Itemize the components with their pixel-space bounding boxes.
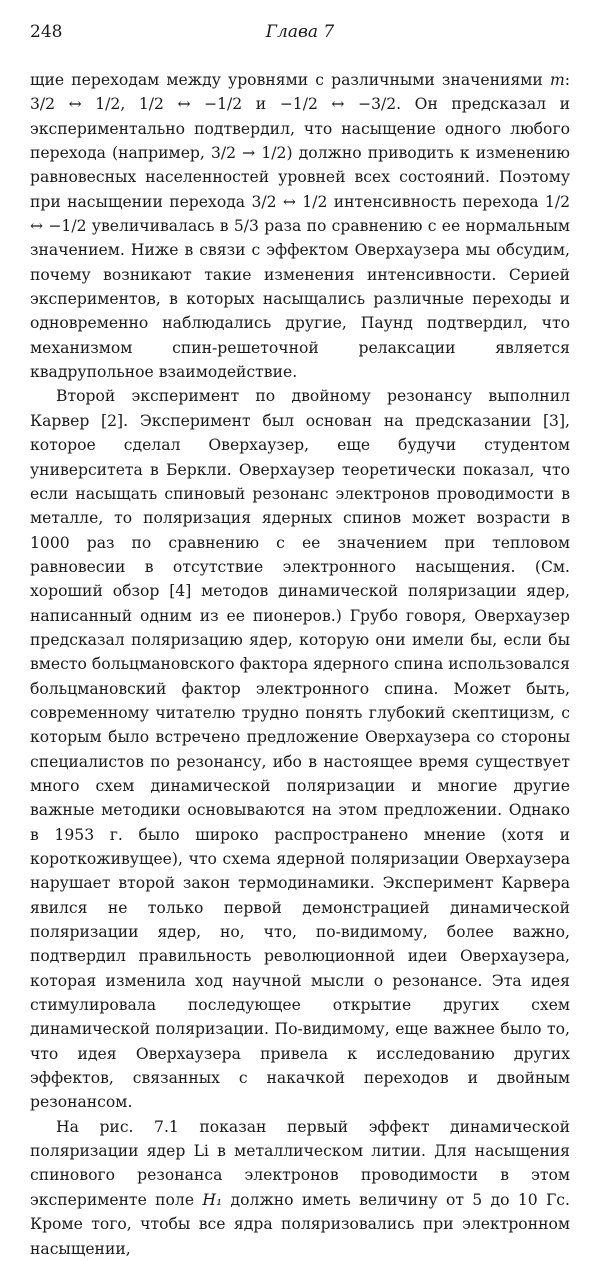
text-run: : [564, 71, 570, 89]
text-run: ) должно приводить к изменению равновесных населенностей уровней всех состояний. Поэтому при насыщении перехода [30, 144, 570, 211]
page-header [30, 22, 570, 48]
math-variable-h1: H₁ [202, 1190, 223, 1209]
text-run: . Он предсказал и экспериментально подтвердил, что насыщение одного любого перехода (например, [30, 95, 570, 163]
text-run: На рис. 7.1 показан первый эффект динамической поляризации ядер Li в металлическом литии. Для насыщения спинового резонанса электронов проводимости в этом эксперименте поле [30, 1117, 570, 1209]
text-run: и [242, 95, 280, 114]
paragraph-3 [30, 1115, 570, 1261]
transition-formula: 1/2 ↔ −1/2 [138, 95, 243, 114]
transition-formula: −1/2 ↔ −3/2 [279, 95, 397, 114]
text-run: увеличивалась в 5/3 раза по сравнению с ее нормальным значением. Ниже в связи с эффектом Оверхаузера мы обсудим, почему возникают такие изменения интенсивности. Серией экспериментов, в которых насыщались различные переходы и одновременно наблюдались другие, Паунд подтвердил, что механизмом спин-решеточной релаксации является квадрупольное взаимодействие. [30, 217, 570, 382]
text-run: щие переходам между уровнями с различными значениями [30, 71, 550, 89]
text-run: интенсивность перехода [327, 192, 545, 211]
chapter-title: Глава 7 [265, 22, 335, 42]
page-number: 248 [30, 22, 63, 42]
paragraph-2: Второй эксперимент по двойному резонансу выполнил Карвер [2]. Эксперимент был основан на предсказании [3], которое сделал Оверхаузер, еще будучи студентом университета в Беркли. Оверхаузер теоретически показал, что если насыщать спиновый резонанс электронов проводимости в металле, то поляризация ядерных спинов может возрасти в 1000 раз по сравнению с ее значением при тепловом равновесии в отсутствие электронного насыщения. (См. хороший обзор [4] методов динамической поляризации ядер, написанный одним из ее пионеров.) Грубо говоря, Оверхаузер предсказал поляризацию ядер, которую они имели бы, если бы вместо больцмановского фактора ядерного спина использовался больцмановский фактор электронного спина. Может быть, современному читателю трудно понять глубокий скептицизм, с которым было встречено предложение Оверхаузера со стороны специалистов по резонансу, ибо в настоящее время существует много схем динамической поляризации и многие другие важные методики основываются на этом предложении. Однако в 1953 г. было широко распространено мнение (хотя и короткоживущее), что схема ядерной поляризации Оверхаузера нарушает второй закон термодинамики. Эксперимент Карвера явился не только первой демонстрацией динамической поляризации ядер, но, что, по-видимому, более важно, подтвердил правильность революционной идеи Оверхаузера, которая изменила ход научной мысли о резонансе. Эта идея стимулировала последующее открытие других схем динамической поляризации. По-видимому, еще важнее было то, что идея Оверхаузера привела к исследованию других эффектов, связанных с накачкой переходов и двойным резонансом. [30, 387, 570, 1112]
math-variable-m: m [549, 71, 565, 89]
transition-formula: 3/2 → 1/2 [210, 144, 287, 163]
transition-formula: 3/2 ↔ 1/2 [30, 95, 121, 114]
text-run: , [120, 95, 139, 114]
text-run: должно иметь величину от 5 до 10 Гс. Кроме того, чтобы все ядра поляризовались при электронном насыщении, [30, 1190, 571, 1258]
body-text [30, 68, 570, 1261]
transition-formula: 3/2 ↔ 1/2 [251, 192, 328, 211]
transition-formula: 1/2 ↔ −1/2 [30, 192, 571, 236]
paragraph-1 [30, 68, 570, 384]
